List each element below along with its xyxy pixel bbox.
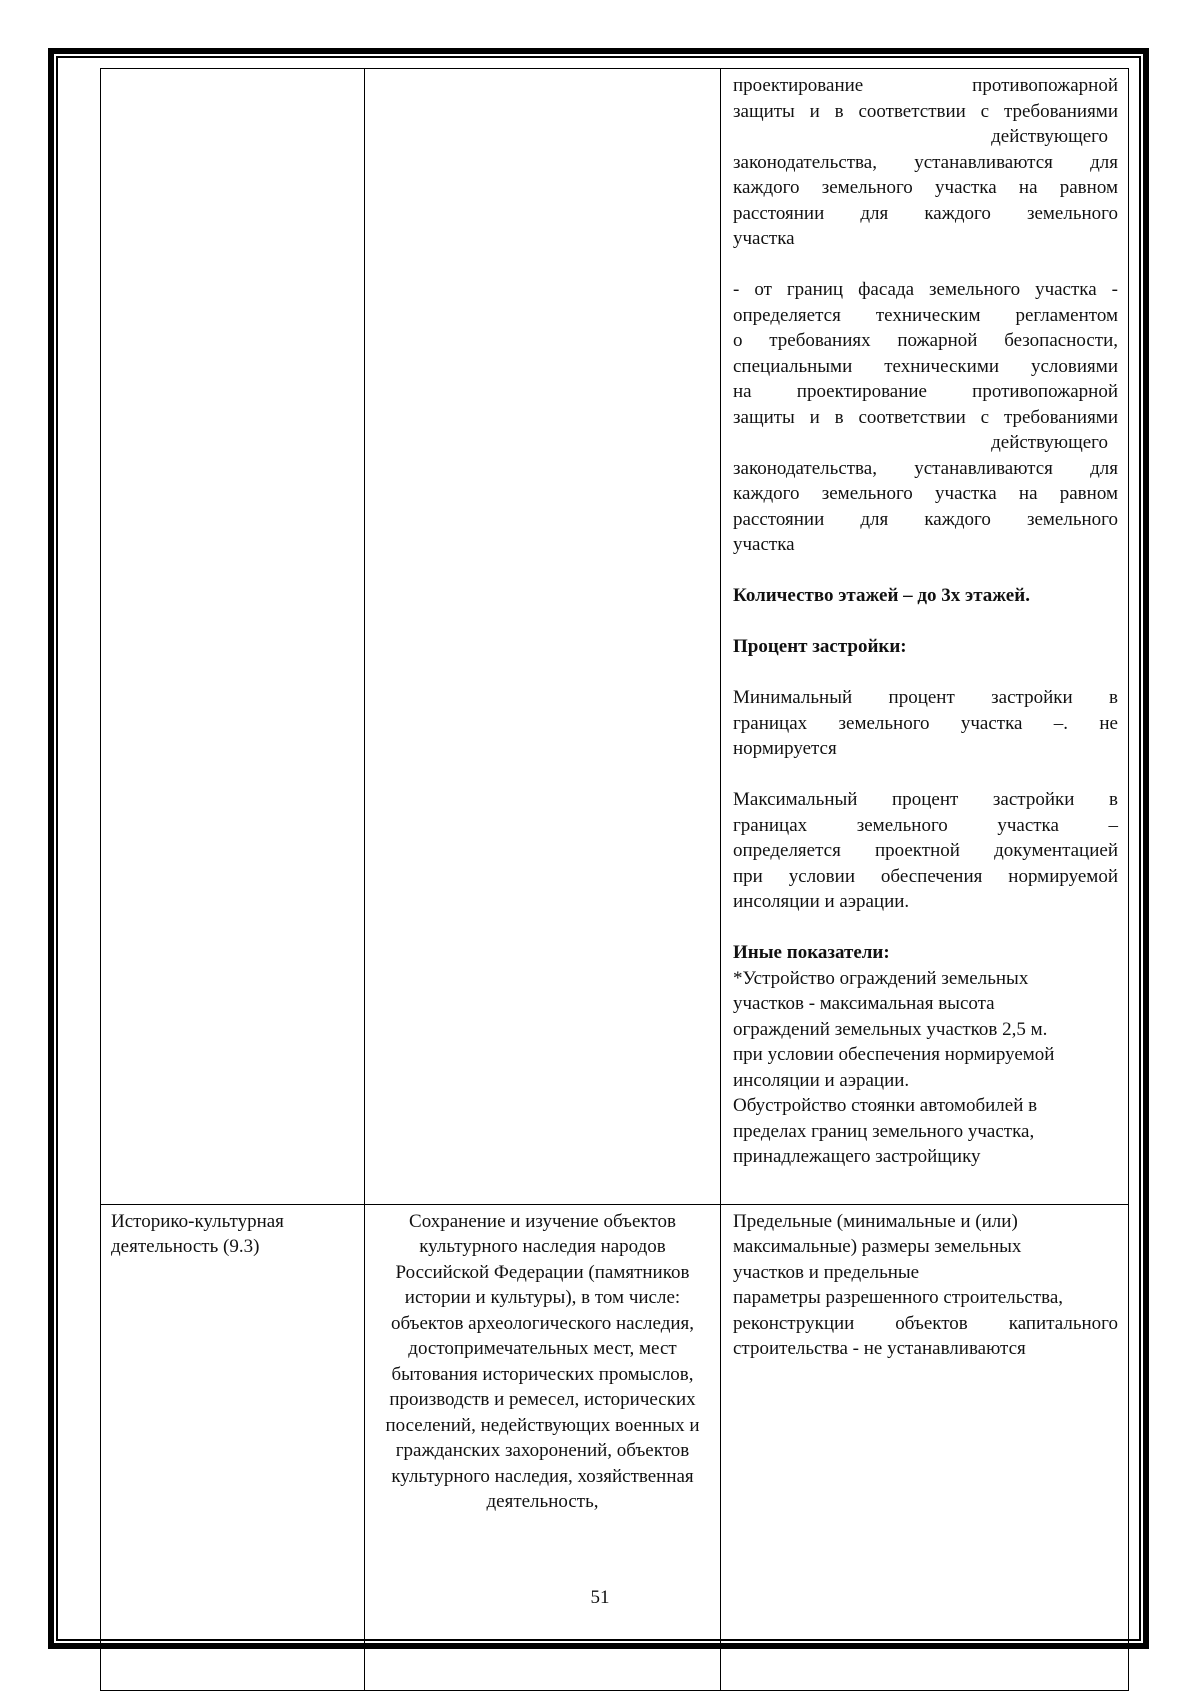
text-line: на проектирование противопожарной: [733, 381, 1118, 402]
text-line: действующего: [991, 432, 1108, 453]
text-line: принадлежащего застройщику: [733, 1146, 981, 1167]
row2-col2-cell: [365, 1204, 721, 1690]
text-line: параметры разрешенного строительства,: [733, 1287, 1064, 1308]
text-line: защиты и в соответствии с требованиями: [733, 100, 1118, 122]
table-row: [101, 1204, 1129, 1690]
text-line: ограждений земельных участков 2,5 м.: [733, 1018, 1048, 1040]
text-line: пределах границ земельного участка,: [733, 1120, 1035, 1142]
section-heading: Количество этажей – до 3х этажей.: [733, 585, 1030, 606]
text-line: каждого земельного участка на равном: [733, 177, 1118, 198]
text-line: действующего: [991, 126, 1108, 147]
text-line: проектирование противопожарной: [733, 75, 1118, 96]
text-line: границах земельного участка –. не: [733, 712, 1118, 734]
text-line: определяется техническим регламентом: [733, 304, 1118, 326]
text-line: *Устройство ограждений земельных: [733, 967, 1029, 989]
text-line: Предельные (минимальные и (или): [733, 1210, 1018, 1232]
land-use-description: Сохранение и изучение объектов культурного наследия народов Российской Федерации (памятников истории и культуры), в том числе: объектов археологического наследия, достопримечательных мест, мест бытования исторических промыслов, производств и ремесел, исторических поселений, недействующих военных и гражданских захоронений, объектов культурного наследия, хозяйственная деятельность,: [385, 1210, 700, 1512]
blank-line: [733, 558, 1118, 584]
blank-line: [733, 762, 1118, 788]
text-line: определяется проектной документацией: [733, 840, 1118, 861]
parameters-text: [721, 1205, 1128, 1362]
blank-line: [733, 660, 1118, 686]
text-line: при условии обеспечения нормируемой: [733, 865, 1118, 887]
row1-col3-cell: [721, 69, 1129, 1205]
blank-line: [733, 252, 1118, 278]
text-line: расстоянии для каждого земельного: [733, 508, 1118, 530]
table-row: [101, 69, 1129, 1205]
parameters-text: [721, 69, 1128, 1204]
text-line: Обустройство стоянки автомобилей в: [733, 1095, 1038, 1116]
text-line: законодательства, устанавливаются для: [733, 151, 1118, 173]
text-line: участка: [733, 228, 795, 249]
text-line: инсоляции и аэрации.: [733, 1069, 910, 1091]
text-line: границах земельного участка –: [733, 814, 1118, 836]
land-use-table: [100, 68, 1129, 1691]
text-line: строительства - не устанавливаются: [733, 1338, 1026, 1359]
text-line: реконструкции объектов капитального: [733, 1312, 1118, 1334]
row2-col1-cell: [101, 1204, 365, 1690]
text-line: нормируется: [733, 738, 837, 759]
text-line: законодательства, устанавливаются для: [733, 457, 1118, 479]
text-line: Минимальный процент застройки в: [733, 687, 1118, 708]
text-line: расстоянии для каждого земельного: [733, 202, 1118, 224]
page-number: 51: [590, 1587, 610, 1608]
blank-line: [733, 609, 1118, 635]
section-heading: Процент застройки:: [733, 636, 907, 657]
text-line: - от границ фасада земельного участка -: [733, 279, 1118, 300]
text-line: Максимальный процент застройки в: [733, 789, 1118, 810]
section-heading: Иные показатели:: [733, 942, 890, 963]
text-line: участка: [733, 534, 795, 555]
row1-col1-cell: [101, 69, 365, 1205]
row1-col2-cell: [365, 69, 721, 1205]
text-line: инсоляции и аэрации.: [733, 891, 910, 912]
row2-col3-cell: [721, 1204, 1129, 1690]
land-use-type: Историко-культурная деятельность (9.3): [111, 1210, 284, 1257]
text-line: о требованиях пожарной безопасности,: [733, 330, 1118, 351]
text-line: участков и предельные: [733, 1261, 920, 1283]
text-line: участков - максимальная высота: [733, 993, 995, 1014]
text-line: при условии обеспечения нормируемой: [733, 1044, 1055, 1065]
text-line: каждого земельного участка на равном: [733, 483, 1118, 504]
blank-line: [733, 915, 1118, 941]
text-line: максимальные) размеры земельных: [733, 1236, 1022, 1257]
text-line: защиты и в соответствии с требованиями: [733, 406, 1118, 428]
text-line: специальными техническими условиями: [733, 355, 1118, 377]
